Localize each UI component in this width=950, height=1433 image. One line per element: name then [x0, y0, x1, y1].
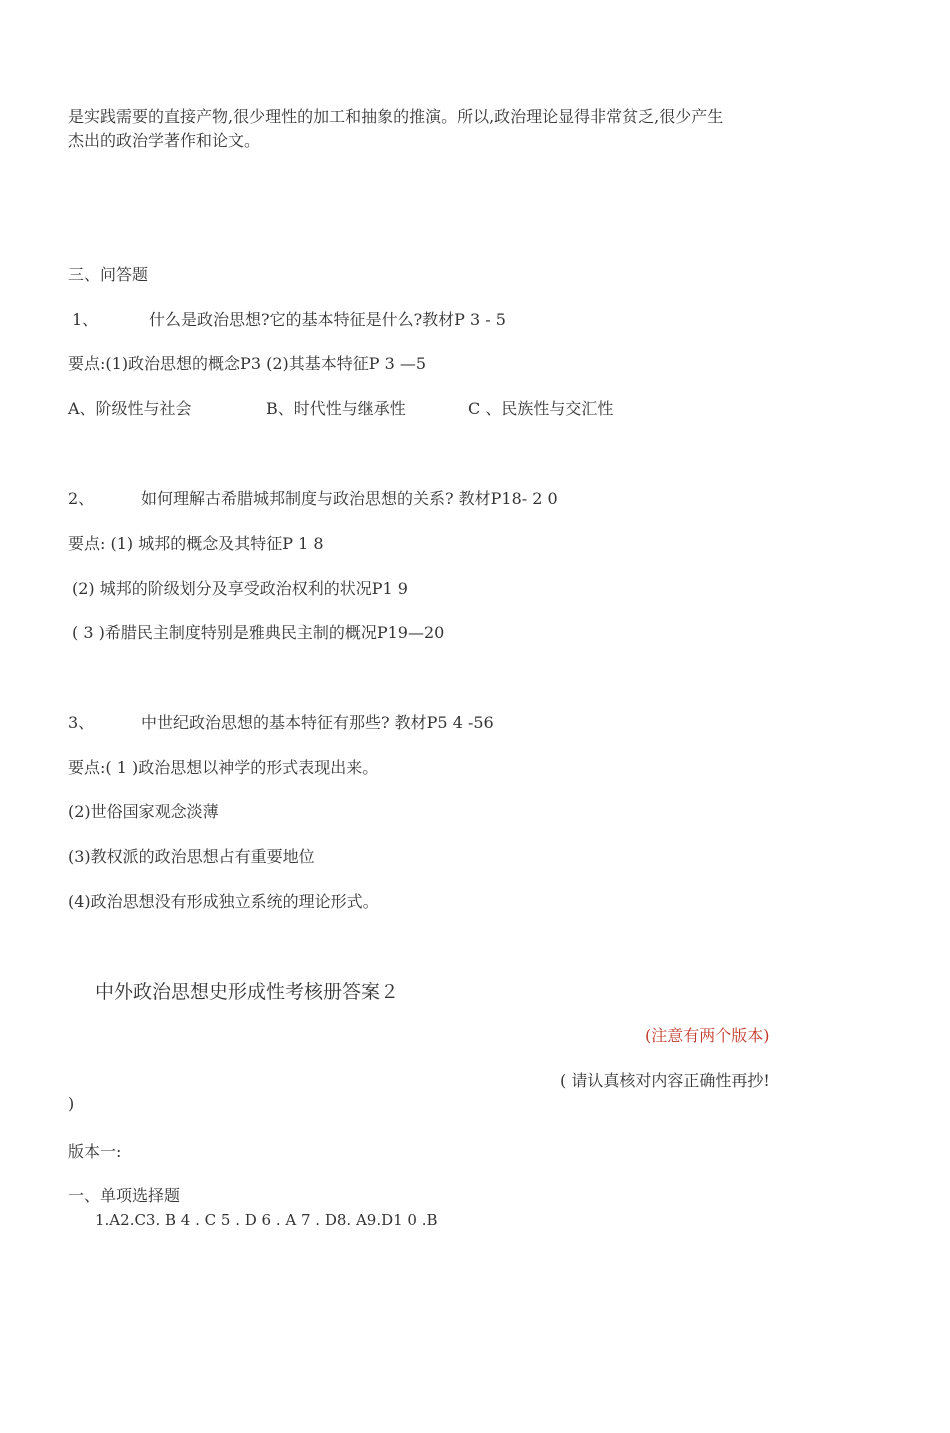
version-label: 版本一:: [68, 1142, 122, 1161]
multiple-choice-heading: 一、单项选择题: [68, 1186, 181, 1205]
version-note: (注意有两个版本): [645, 1026, 770, 1045]
feature-b: B、时代性与继承性: [266, 399, 406, 418]
question-1-points: 要点:(1)政治思想的概念P3 (2)其基本特征P 3 —5: [68, 354, 427, 373]
question-3-point-1: 要点:( 1 )政治思想以神学的形式表现出来。: [68, 758, 379, 777]
question-1-number: 1、: [72, 310, 99, 329]
question-3-point-2: (2)世俗国家观念淡薄: [68, 802, 219, 821]
question-2-text: 如何理解古希腊城邦制度与政治思想的关系? 教材P18- 2 0: [141, 489, 558, 508]
section-heading: 三、问答题: [68, 265, 149, 284]
question-3-text: 中世纪政治思想的基本特征有那些? 教材P5 4 -56: [141, 713, 494, 732]
feature-a: A、阶级性与社会: [68, 399, 192, 418]
multiple-choice-answers: 1.A2.C3. B 4 . C 5 . D 6 . A 7 . D8. A9.D1 0 .B: [95, 1211, 438, 1229]
question-3-point-3: (3)教权派的政治思想占有重要地位: [68, 847, 315, 866]
question-2-point-1: 要点: (1) 城邦的概念及其特征P 1 8: [68, 534, 324, 553]
feature-c: C 、民族性与交汇性: [468, 399, 614, 418]
question-2-point-3: ( 3 )希腊民主制度特别是雅典民主制的概况P19—20: [72, 623, 445, 642]
intro-line-2: 杰出的政治学著作和论文。: [68, 131, 261, 150]
check-note-close: ): [68, 1094, 75, 1113]
question-2-point-2: (2) 城邦的阶级划分及享受政治权利的状况P1 9: [72, 579, 408, 598]
check-note: ( 请认真核对内容正确性再抄!: [560, 1071, 770, 1090]
answer-title: 中外政治思想史形成性考核册答案２: [95, 981, 400, 1003]
intro-line-1: 是实践需要的直接产物,很少理性的加工和抽象的推演。所以,政治理论显得非常贫乏,很少产生: [68, 107, 724, 126]
question-3-number: 3、: [68, 713, 95, 732]
question-3-point-4: (4)政治思想没有形成独立系统的理论形式。: [68, 892, 379, 911]
question-1-text: 什么是政治思想?它的基本特征是什么?教材P 3 - 5: [149, 310, 506, 329]
question-2-number: 2、: [68, 489, 95, 508]
